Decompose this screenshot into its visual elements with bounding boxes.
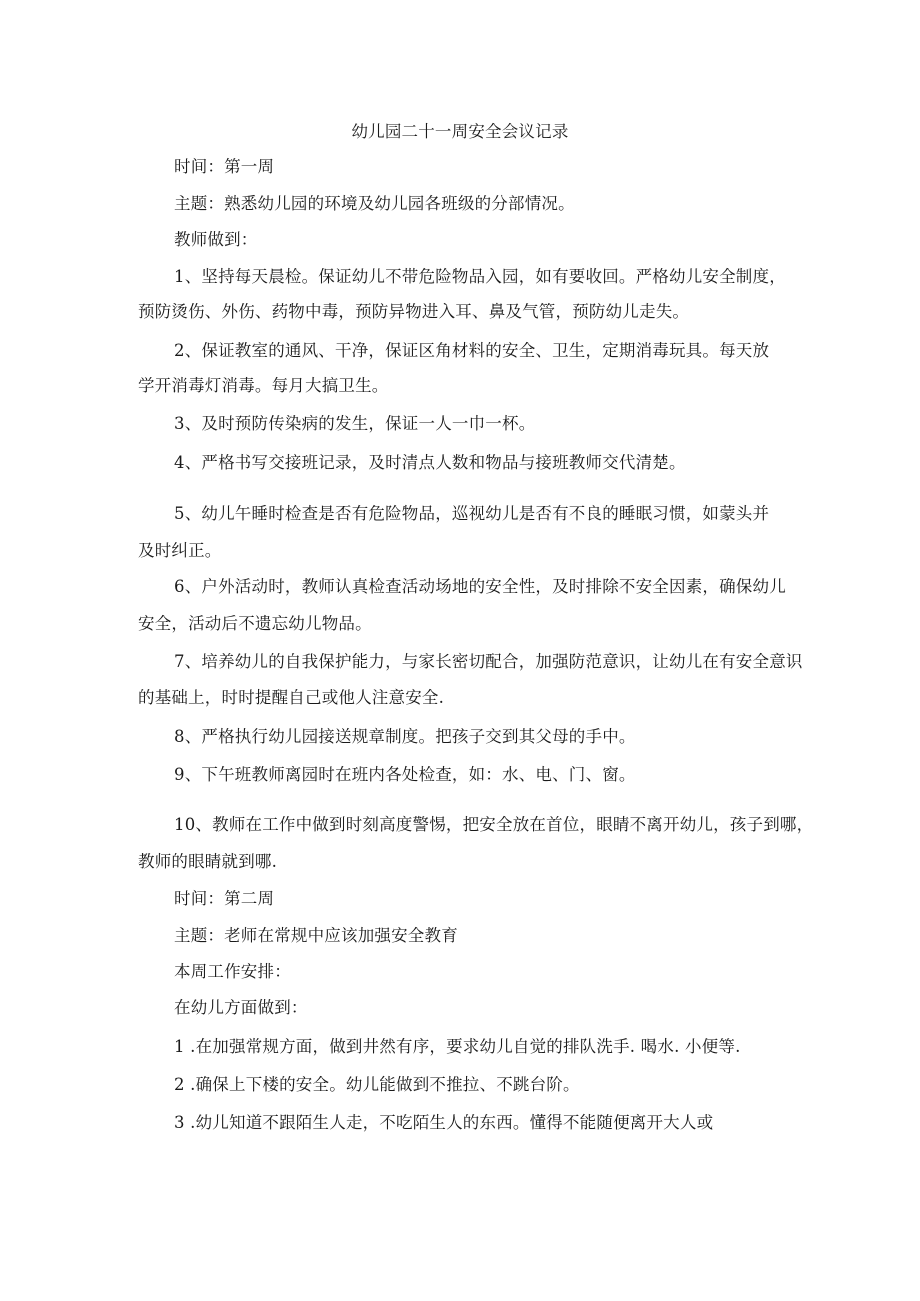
- week1-item-5-line-2: 及时纠正。: [138, 541, 222, 560]
- week1-item-1-line-1: 1、坚持每天晨检。保证幼儿不带危险物品入园，如有要收回。严格幼儿安全制度，: [174, 267, 786, 286]
- week2-item-3: 3 .幼儿知道不跟陌生人走，不吃陌生人的东西。懂得不能随便离开大人或: [174, 1113, 714, 1132]
- week2-children-header: 在幼儿方面做到：: [174, 998, 308, 1017]
- week1-item-2-line-1: 2、保证教室的通风、干净，保证区角材料的安全、卫生，定期消毒玩具。每天放: [174, 341, 770, 360]
- week1-item-1-line-2: 预防烫伤、外伤、药物中毒，预防异物进入耳、鼻及气管，预防幼儿走失。: [138, 302, 690, 321]
- week2-topic: 主题：老师在常规中应该加强安全教育: [174, 926, 458, 945]
- week1-item-6-line-2: 安全，活动后不遗忘幼儿物品。: [138, 614, 372, 633]
- week2-item-2: 2 .确保上下楼的安全。幼儿能做到不推拉、不跳台阶。: [174, 1075, 580, 1094]
- week1-topic: 主题：熟悉幼儿园的环境及幼儿园各班级的分部情况。: [174, 194, 575, 213]
- week1-item-8: 8、严格执行幼儿园接送规章制度。把孩子交到其父母的手中。: [174, 727, 636, 746]
- week1-time: 时间：第一周: [174, 157, 275, 176]
- week1-item-7-line-1: 7、培养幼儿的自我保护能力，与家长密切配合，加强防范意识，让幼儿在有安全意识: [174, 652, 803, 671]
- week1-item-4: 4、严格书写交接班记录，及时清点人数和物品与接班教师交代清楚。: [174, 453, 686, 472]
- week2-time: 时间：第二周: [174, 889, 275, 908]
- week1-item-5-line-1: 5、幼儿午睡时检查是否有危险物品，巡视幼儿是否有不良的睡眠习惯，如蒙头并: [174, 504, 770, 523]
- week1-item-6-line-1: 6、户外活动时，教师认真检查活动场地的安全性，及时排除不安全因素，确保幼儿: [174, 577, 786, 596]
- week1-item-10-line-1: 10、教师在工作中做到时刻高度警惕，把安全放在首位，眼睛不离开幼儿，孩子到哪，: [174, 815, 814, 834]
- week2-item-1: 1 .在加强常规方面，做到井然有序，要求幼儿自觉的排队洗手. 喝水. 小便等.: [174, 1037, 741, 1056]
- week1-item-7-line-2: 的基础上，时时提醒自己或他人注意安全.: [138, 688, 445, 707]
- week2-arrangement-header: 本周工作安排：: [174, 962, 291, 981]
- week1-item-9: 9、下午班教师离园时在班内各处检查，如：水、电、门、窗。: [174, 765, 636, 784]
- week1-teacher-header: 教师做到：: [174, 230, 258, 249]
- document-title: 幼儿园二十一周安全会议记录: [351, 122, 569, 141]
- week1-item-3: 3、及时预防传染病的发生，保证一人一巾一杯。: [174, 414, 536, 433]
- week1-item-10-line-2: 教师的眼睛就到哪.: [138, 852, 278, 871]
- week1-item-2-line-2: 学开消毒灯消毒。每月大搞卫生。: [138, 376, 389, 395]
